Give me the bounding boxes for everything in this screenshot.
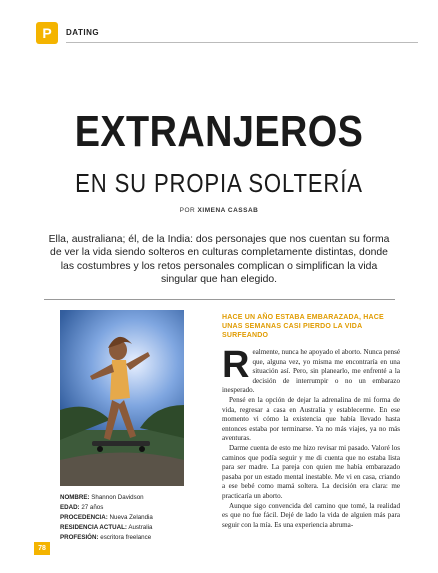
body-paragraph: Aunque sigo convencida del camino que tomé, la realidad es que no fue fácil. Dejé de lado la vida de alguien más para seguir con la mía. Es una experiencia abruma- <box>222 501 400 529</box>
header-divider <box>66 42 418 43</box>
body-paragraph: Pensé en la opción de dejar la adrenalina de mi forma de vida, regresar a casa en Australia y establecerme. En ese momento vi cómo la existencia que había llevado hasta entonces estaba por terminarse. Ya no más viajes, ya no más aventuras. <box>222 395 400 443</box>
caption-key: RESIDENCIA ACTUAL: <box>60 524 127 531</box>
caption-row-origin <box>60 513 195 523</box>
section-badge: P <box>36 22 58 44</box>
article-subtitle: EN SU PROPIA SOLTERÍA <box>75 168 363 198</box>
caption-key: PROFESIÓN: <box>60 534 99 541</box>
photo-illustration <box>60 310 184 486</box>
byline <box>0 207 438 214</box>
profile-caption <box>60 493 195 543</box>
caption-key: NOMBRE: <box>60 494 90 501</box>
page-number: 78 <box>34 542 50 555</box>
article-body <box>222 344 400 530</box>
article-title: EXTRANJEROS <box>74 107 364 156</box>
body-paragraph: Darme cuenta de esto me hizo revisar mi pasado. Valoré los caminos que podía seguir y me di cuenta que no estaba lista para ser madre. La pareja con quien me había embarazado pasaba por un estado mental inestable. Me vi en casa, criando a ese bebé como mamá soltera. La decisión era clara: me practicaría un aborto. <box>222 443 400 500</box>
caption-value: Shannon Davidson <box>91 494 144 501</box>
byline-prefix: POR <box>179 207 196 214</box>
caption-row-name <box>60 493 195 503</box>
drop-cap: R <box>222 344 250 386</box>
caption-row-residence <box>60 523 195 533</box>
caption-value: 27 años <box>81 504 104 511</box>
section-label: DATING <box>66 28 100 37</box>
caption-value: escritora freelance <box>100 534 152 541</box>
caption-key: EDAD: <box>60 504 80 511</box>
caption-key: PROCEDENCIA: <box>60 514 108 521</box>
body-paragraph <box>222 344 400 396</box>
caption-row-age <box>60 503 195 513</box>
pull-quote: HACE UN AÑO ESTABA EMBARAZADA, HACE UNAS SEMANAS CASI PIERDO LA VIDA SURFEANDO <box>222 314 384 340</box>
deck-divider <box>44 299 395 300</box>
caption-row-profession <box>60 533 195 543</box>
caption-value: Nueva Zelandia <box>109 514 153 521</box>
caption-value: Australia <box>128 524 153 531</box>
skateboarder-photo <box>60 310 184 486</box>
byline-author: XIMENA CASSAB <box>197 207 259 214</box>
article-deck: Ella, australiana; él, de la India: dos personajes que nos cuentan su forma de ver la vida siendo solteros en culturas completamente distintas, donde las costumbres y los retos personales complican o simplifican la vida singular que han elegido. <box>48 234 390 286</box>
body-paragraph-text: ealmente, nunca he apoyado el aborto. Nunca pensé que, alguna vez, yo misma me encontraría en una situación así. Pero, sin planearlo, me enfrenté a la decisión de interrumpir o no un embarazo inesperado. <box>222 348 400 395</box>
